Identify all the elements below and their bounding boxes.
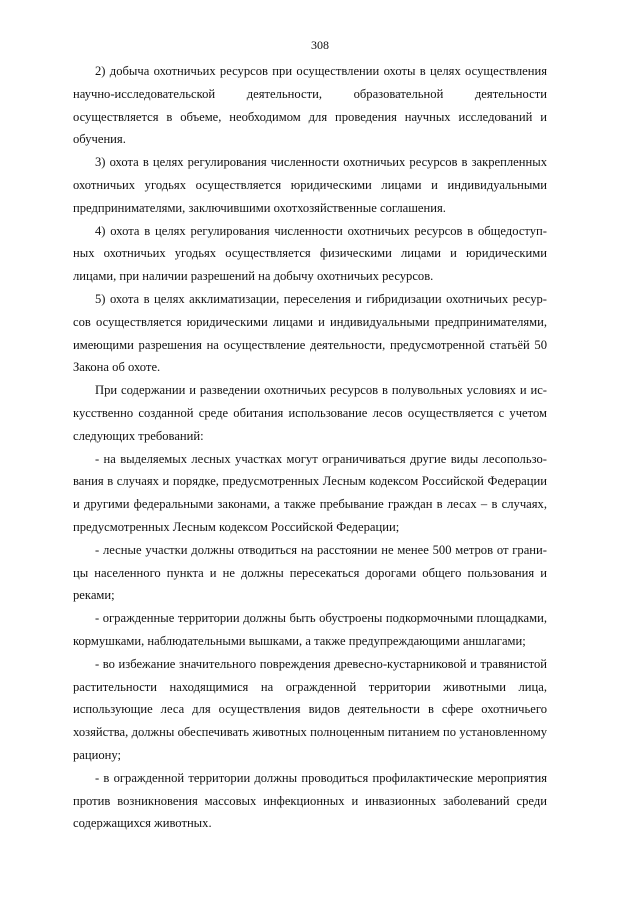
paragraph-hunting-research: 2) добыча охотничьих ресурсов при осуществлении охоты в целях осуществления научно-исследовательской деятельности, образовательной деятельности осуществляется в объеме, необходимом для проведения научных исследований и обучения. <box>73 64 547 147</box>
page-number: 308 <box>311 38 329 52</box>
list-item-disease-prevention: - в огражденной территории должны проводиться профилактические мероприятия против возникновения массовых инфекционных и инвазионных заболеваний среди содержащихся животных. <box>73 770 547 831</box>
paragraph-semi-free-conditions-intro: При содержании и разведении охотничьих ресурсов в полувольных условиях и искусственно созданной среде обитания использование лесов осуществляется с учетом следующих требований: <box>73 383 547 443</box>
list-item-animal-feeding: - во избежание значительного повреждения древесно-кустарниковой и травянистой растительности находящимися на огражденной территории животными лица, использующие леса для осуществления видов деятельности в сфере охотничьего хозяйства, должны обеспечивать животных полноценным питанием по установленному рациону; <box>73 656 547 762</box>
paragraph-acclimatization: 5) охота в целях акклиматизации, переселения и гибридизации охотничьих ресурсов осуществляется юридическими лицами и индивидуальными предпринимателями, имеющими разрешения на осуществление деятельности, предусмотренной статьёй 50 Закона об охоте. <box>73 291 547 375</box>
document-body <box>73 60 547 835</box>
list-item-forest-use-restrictions: - на выделяемых лесных участках могут ограничиваться другие виды лесопользования в случаях и порядке, предусмотренных Лесным кодексом Российской Федерации и другими федеральными законами, а также пребывание граждан в лесах – в случаях, предусмотренных Лесным кодексом Российской Федерации; <box>73 451 547 534</box>
list-item-distance-requirement: - лесные участки должны отводиться на расстоянии не менее 500 метров от границы населенного пункта и не должны пересекаться дорогами общего пользования и реками; <box>73 542 547 603</box>
paragraph-regulation-public-grounds: 4) охота в целях регулирования численности охотничьих ресурсов в общедоступных охотничьих угодьях осуществляется физическими лицами и юридическими лицами, при наличии разрешений на добычу охотничьих ресурсов. <box>73 223 547 284</box>
list-item-fenced-territory-equipment: - огражденные территории должны быть обустроены подкормочными площадками, кормушками, наблюдательными вышками, а также предупреждающими аншлагами; <box>73 611 547 648</box>
paragraph-regulation-assigned-grounds: 3) охота в целях регулирования численности охотничьих ресурсов в закрепленных охотничьих угодьях осуществляется юридическими лицами и индивидуальными предпринимателями, заключившими охотхозяйственные соглашения. <box>73 155 547 215</box>
